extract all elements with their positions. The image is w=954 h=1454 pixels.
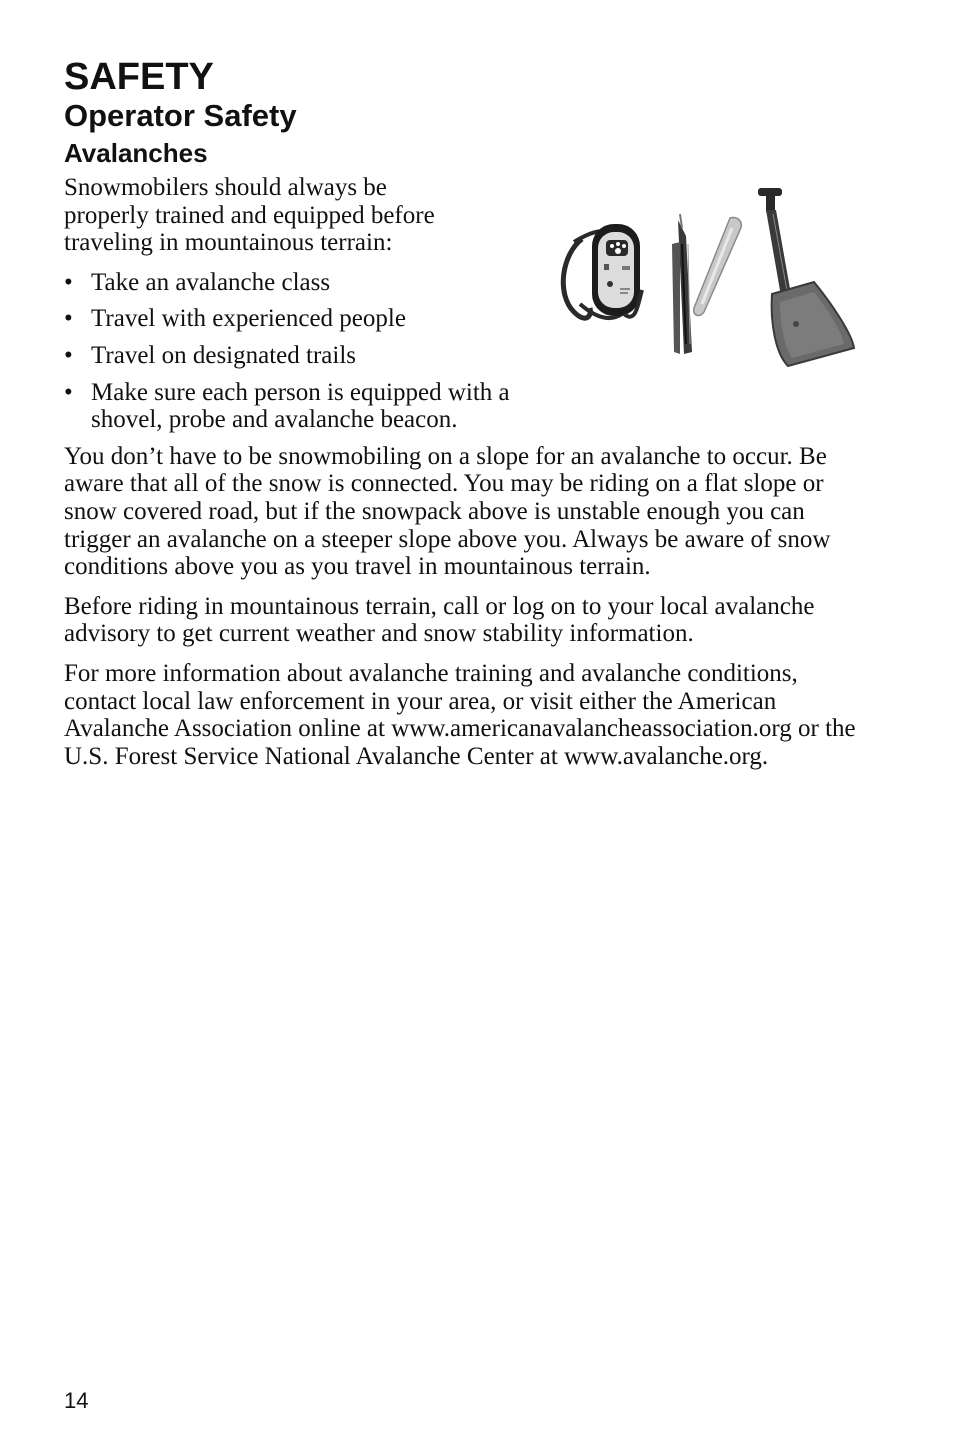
bullet-icon: • [64, 268, 73, 296]
intro-text: Snowmobilers should always be properly trained and equipped before traveling in mountainous terrain: [64, 174, 435, 257]
bullet-icon: • [64, 378, 73, 406]
list-item-text: Travel with experienced people [91, 305, 406, 333]
list-item [64, 342, 561, 370]
avalanche-probe-icon [672, 214, 741, 354]
section-title: SAFETY [64, 56, 214, 98]
topic-title: Avalanches [64, 138, 208, 168]
list-item [64, 269, 561, 297]
list-item-text: Travel on designated trails [91, 341, 357, 369]
avalanche-beacon-icon [563, 224, 642, 318]
bullet-icon: • [64, 341, 73, 369]
list-item [64, 305, 561, 333]
subsection-title: Operator Safety [64, 98, 297, 133]
snow-shovel-icon [758, 188, 854, 366]
paragraph-advisory: Before riding in mountainous terrain, call or log on to your local avalanche advisory to get current weather and snow stability information. [64, 592, 815, 648]
page-number: 14 [64, 1388, 89, 1413]
list-item [64, 379, 561, 434]
paragraph-more-info: For more information about avalanche training and avalanche conditions, contact local law enforcement in your area, or visit either the American Avalanche Association online at www.americanavalancheassociation.org or the U.S. Forest Service National Avalanche Center at www.avalanche.org. [64, 659, 856, 770]
paragraph-snow-connected: You don’t have to be snowmobiling on a slope for an avalanche to occur. Be aware that all of the snow is connected. You may be riding on a flat slope or snow covered road, but if the snowpack above is unstable enough you can trigger an avalanche on a steeper slope above you. Always be aware of snow conditions above you as you travel in mountainous terrain. [64, 442, 831, 581]
list-item-text: Take an avalanche class [91, 268, 331, 296]
avalanche-gear-illustration [552, 184, 862, 370]
list-item-text: Make sure each person is equipped with a shovel, probe and avalanche beacon. [91, 378, 510, 434]
page-content [64, 56, 864, 782]
bullet-icon: • [64, 305, 73, 333]
